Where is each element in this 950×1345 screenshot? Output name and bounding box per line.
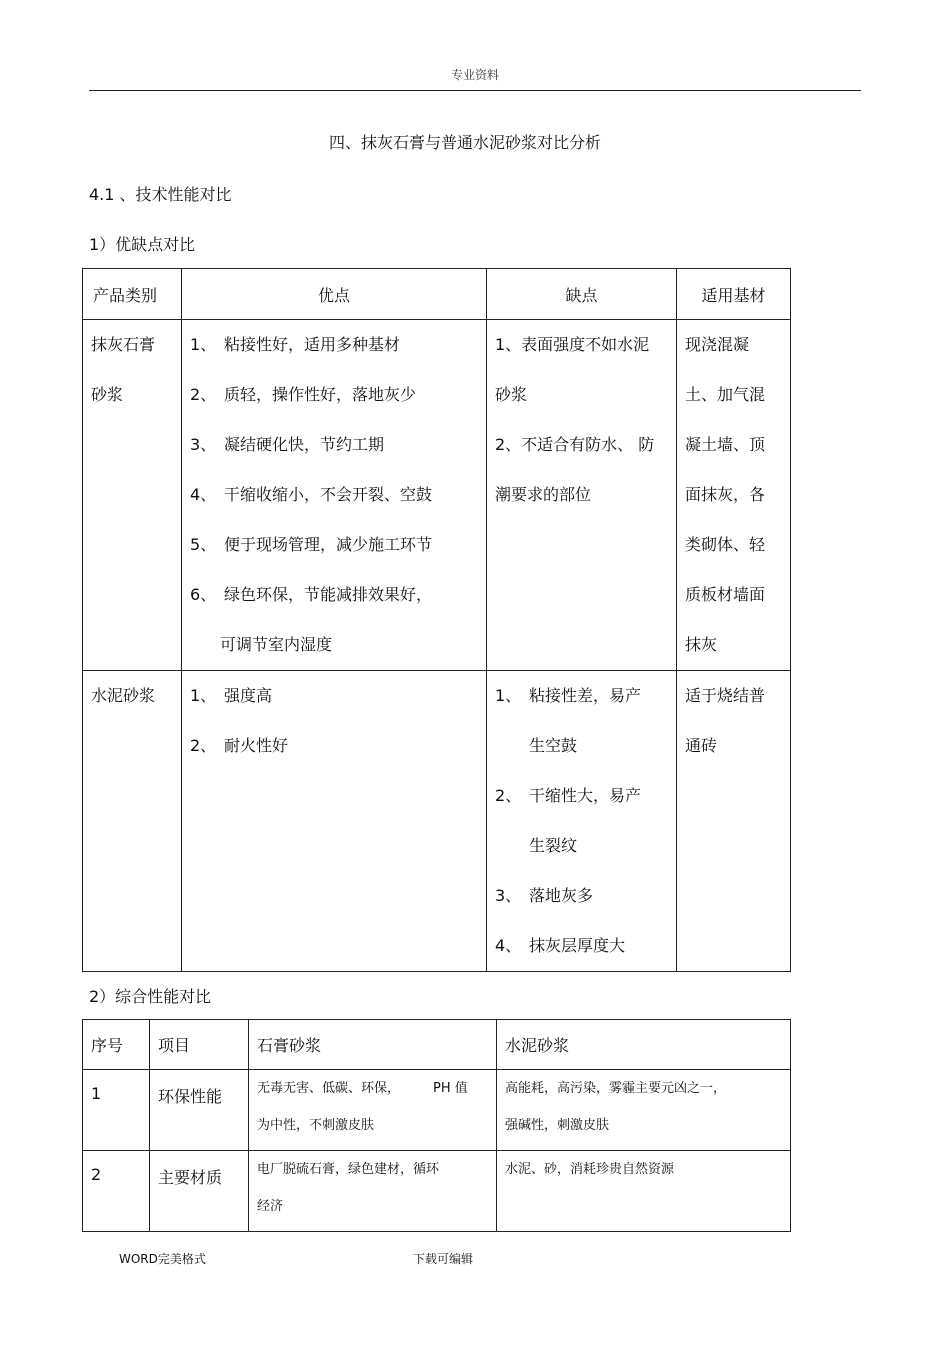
list-item: 生空鼓	[529, 736, 578, 755]
list-item: 2、 质轻，操作性好，落地灰少	[190, 385, 417, 404]
subsection-heading-pros-cons: 1）优缺点对比	[89, 235, 196, 254]
header-substrate: 适用基材	[677, 269, 791, 320]
substrate-text: 质板材墙面	[685, 585, 766, 604]
category-cell	[83, 320, 182, 671]
list-item: 可调节室内湿度	[220, 635, 333, 654]
list-item: 砂浆	[495, 385, 528, 404]
substrate-text: 类砌体、轻	[685, 535, 766, 554]
substrate-text: 面抹灰，各	[685, 485, 766, 504]
list-item: 6、 绿色环保，节能减排效果好，	[190, 585, 433, 604]
pros-cell	[182, 320, 487, 671]
gypsum-cell: 无毒无害、低碳、环保， PH 值 为中性，不刺激皮肤	[249, 1070, 497, 1151]
substrate-text: 适于烧结普	[685, 686, 766, 705]
list-item: 5、 便于现场管理，减少施工环节	[190, 535, 433, 554]
header-gypsum: 石膏砂浆	[249, 1020, 497, 1070]
list-item: 1、表面强度不如水泥	[495, 335, 650, 354]
section-heading-4-1: 4.1 、技术性能对比	[89, 185, 232, 204]
cement-cell: 水泥、砂，消耗珍贵自然资源	[497, 1151, 791, 1232]
list-item: 2、 干缩性大，易产	[495, 786, 642, 805]
header-cons: 缺点	[487, 269, 677, 320]
list-item: 4、 抹灰层厚度大	[495, 936, 626, 955]
substrate-text: 通砖	[685, 736, 718, 755]
category-cell	[83, 671, 182, 972]
cement-cell: 高能耗，高污染，雾霾主要元凶之一， 强碱性，刺激皮肤	[497, 1070, 791, 1151]
substrate-cell	[677, 320, 791, 671]
table-header-row	[83, 1020, 791, 1070]
category-text: 砂浆	[91, 385, 124, 404]
table-row	[83, 671, 791, 972]
header-pros: 优点	[182, 269, 487, 320]
table-header-row	[83, 269, 791, 320]
header-divider	[89, 90, 861, 91]
footer-center-label: 下载可编辑	[413, 1252, 474, 1266]
row-number: 1	[83, 1070, 150, 1151]
overall-performance-table	[82, 1019, 791, 1232]
list-item: 生裂纹	[529, 836, 578, 855]
list-item: 3、 落地灰多	[495, 886, 594, 905]
cons-cell	[487, 320, 677, 671]
list-item: 1、 强度高	[190, 686, 273, 705]
substrate-cell	[677, 671, 791, 972]
header-cement: 水泥砂浆	[497, 1020, 791, 1070]
subsection-heading-overall: 2）综合性能对比	[89, 987, 212, 1006]
row-number: 2	[83, 1151, 150, 1232]
substrate-text: 现浇混凝	[685, 335, 750, 354]
list-item: 1、 粘接性好，适用多种基材	[190, 335, 401, 354]
table-row	[83, 1151, 791, 1232]
list-item: 2、 耐火性好	[190, 736, 289, 755]
cons-cell	[487, 671, 677, 972]
row-item: 环保性能	[150, 1070, 249, 1151]
list-item: 4、 干缩收缩小，不会开裂、空鼓	[190, 485, 433, 504]
category-text: 水泥砂浆	[91, 686, 156, 705]
list-item: 1、 粘接性差，易产	[495, 686, 642, 705]
footer-left-label: WORD完美格式	[119, 1252, 206, 1266]
header-category: 产品类别	[83, 269, 182, 320]
header-item: 项目	[150, 1020, 249, 1070]
header-label: 专业资料	[450, 68, 499, 82]
table-row	[83, 1070, 791, 1151]
list-item: 潮要求的部位	[495, 485, 592, 504]
header-no: 序号	[83, 1020, 150, 1070]
list-item: 3、 凝结硬化快，节约工期	[190, 435, 385, 454]
pros-cell	[182, 671, 487, 972]
document-title: 四、抹灰石膏与普通水泥砂浆对比分析	[328, 133, 601, 152]
row-item: 主要材质	[150, 1151, 249, 1232]
pros-cons-table	[82, 268, 791, 972]
substrate-text: 凝土墙、顶	[685, 435, 766, 454]
table-row	[83, 320, 791, 671]
category-text: 抹灰石膏	[91, 335, 156, 354]
list-item: 2、不适合有防水、 防	[495, 435, 655, 454]
substrate-text: 抹灰	[685, 635, 718, 654]
substrate-text: 土、加气混	[685, 385, 766, 404]
gypsum-cell: 电厂脱硫石膏，绿色建材，循环 经济	[249, 1151, 497, 1232]
